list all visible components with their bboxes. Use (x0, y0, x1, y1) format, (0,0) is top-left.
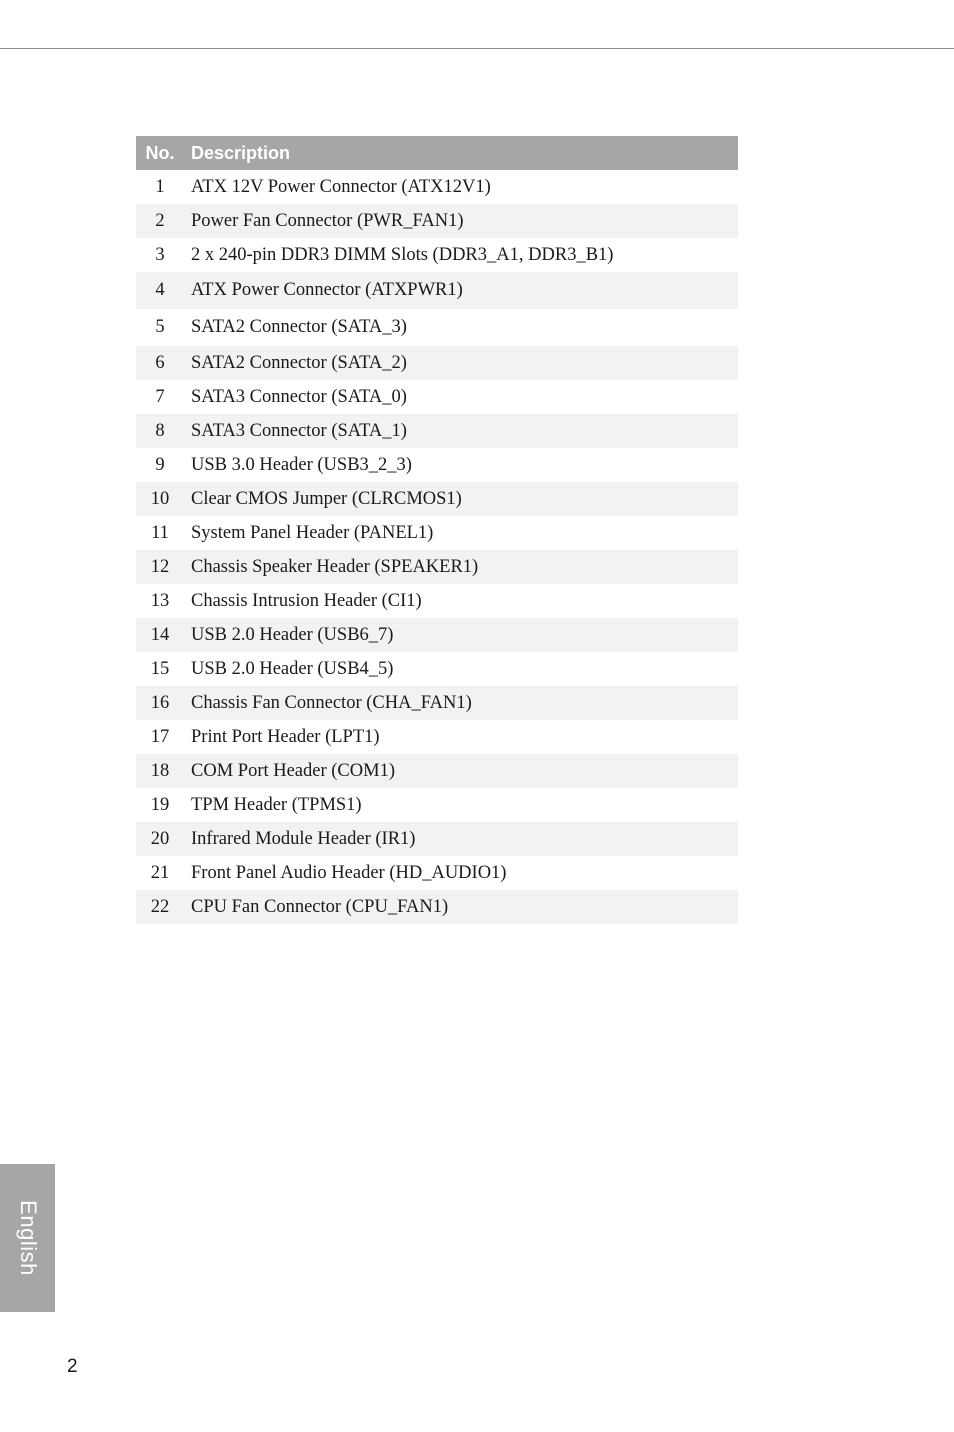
language-label: English (15, 1200, 41, 1276)
row-description: Print Port Header (LPT1) (191, 726, 380, 747)
row-number: 3 (155, 244, 165, 265)
table-row (136, 380, 738, 414)
table-row (136, 550, 738, 584)
top-rule (0, 48, 954, 49)
row-description: ATX Power Connector (ATXPWR1) (191, 280, 463, 300)
row-number: 12 (150, 556, 170, 577)
row-number: 15 (150, 658, 170, 679)
table-row (136, 272, 738, 309)
table-row (136, 822, 738, 856)
table-row (136, 788, 738, 822)
row-number: 21 (150, 862, 170, 883)
row-number: 13 (150, 590, 170, 611)
row-number: 18 (150, 760, 170, 781)
row-description: SATA3 Connector (SATA_0) (191, 386, 407, 407)
row-description: ATX 12V Power Connector (ATX12V1) (191, 176, 491, 197)
table-row (136, 170, 738, 204)
table-row (136, 890, 738, 924)
row-number: 14 (150, 624, 170, 645)
row-description: SATA2 Connector (SATA_3) (191, 317, 407, 337)
row-number: 8 (155, 420, 165, 441)
row-description: Power Fan Connector (PWR_FAN1) (191, 210, 464, 231)
row-number: 16 (150, 692, 170, 713)
table-row (136, 448, 738, 482)
row-number: 17 (150, 726, 170, 747)
table-row (136, 414, 738, 448)
table-row (136, 346, 738, 380)
row-number: 22 (150, 896, 170, 917)
connector-table (136, 136, 738, 924)
row-description: COM Port Header (COM1) (191, 760, 395, 781)
row-description: Chassis Intrusion Header (CI1) (191, 590, 422, 611)
row-description: USB 3.0 Header (USB3_2_3) (191, 454, 412, 475)
row-description: SATA3 Connector (SATA_1) (191, 420, 407, 441)
row-number: 1 (155, 176, 165, 197)
table-header (136, 136, 738, 170)
table-row (136, 204, 738, 238)
row-number: 4 (155, 280, 165, 300)
row-description: System Panel Header (PANEL1) (191, 522, 434, 543)
row-number: 9 (155, 454, 165, 475)
header-description: Description (191, 142, 291, 163)
table-row (136, 618, 738, 652)
row-number: 20 (150, 828, 170, 849)
row-description: Clear CMOS Jumper (CLRCMOS1) (191, 488, 462, 509)
table-row (136, 652, 738, 686)
row-number: 7 (155, 386, 165, 407)
row-number: 11 (151, 522, 169, 543)
table-row (136, 720, 738, 754)
table-row (136, 754, 738, 788)
table-row (136, 516, 738, 550)
row-number: 10 (150, 488, 170, 509)
row-description: Front Panel Audio Header (HD_AUDIO1) (191, 862, 507, 883)
row-description: CPU Fan Connector (CPU_FAN1) (191, 896, 449, 917)
table-row (136, 238, 738, 272)
row-description: SATA2 Connector (SATA_2) (191, 352, 407, 373)
row-description: Chassis Speaker Header (SPEAKER1) (191, 556, 479, 577)
table-row (136, 482, 738, 516)
row-number: 6 (155, 352, 165, 373)
row-description: USB 2.0 Header (USB6_7) (191, 624, 394, 645)
row-number: 5 (155, 317, 165, 337)
page-number: 2 (67, 1356, 78, 1377)
row-description: USB 2.0 Header (USB4_5) (191, 658, 394, 679)
header-no: No. (145, 142, 175, 163)
table-row (136, 856, 738, 890)
row-number: 19 (150, 794, 170, 815)
row-description: Chassis Fan Connector (CHA_FAN1) (191, 692, 472, 713)
row-description: TPM Header (TPMS1) (191, 794, 362, 815)
language-side-tab (0, 1164, 55, 1312)
row-number: 2 (155, 210, 165, 231)
table-row (136, 584, 738, 618)
table-row (136, 309, 738, 346)
row-description: 2 x 240-pin DDR3 DIMM Slots (DDR3_A1, DDR3_B1) (191, 244, 614, 265)
row-description: Infrared Module Header (IR1) (191, 828, 416, 849)
table-row (136, 686, 738, 720)
